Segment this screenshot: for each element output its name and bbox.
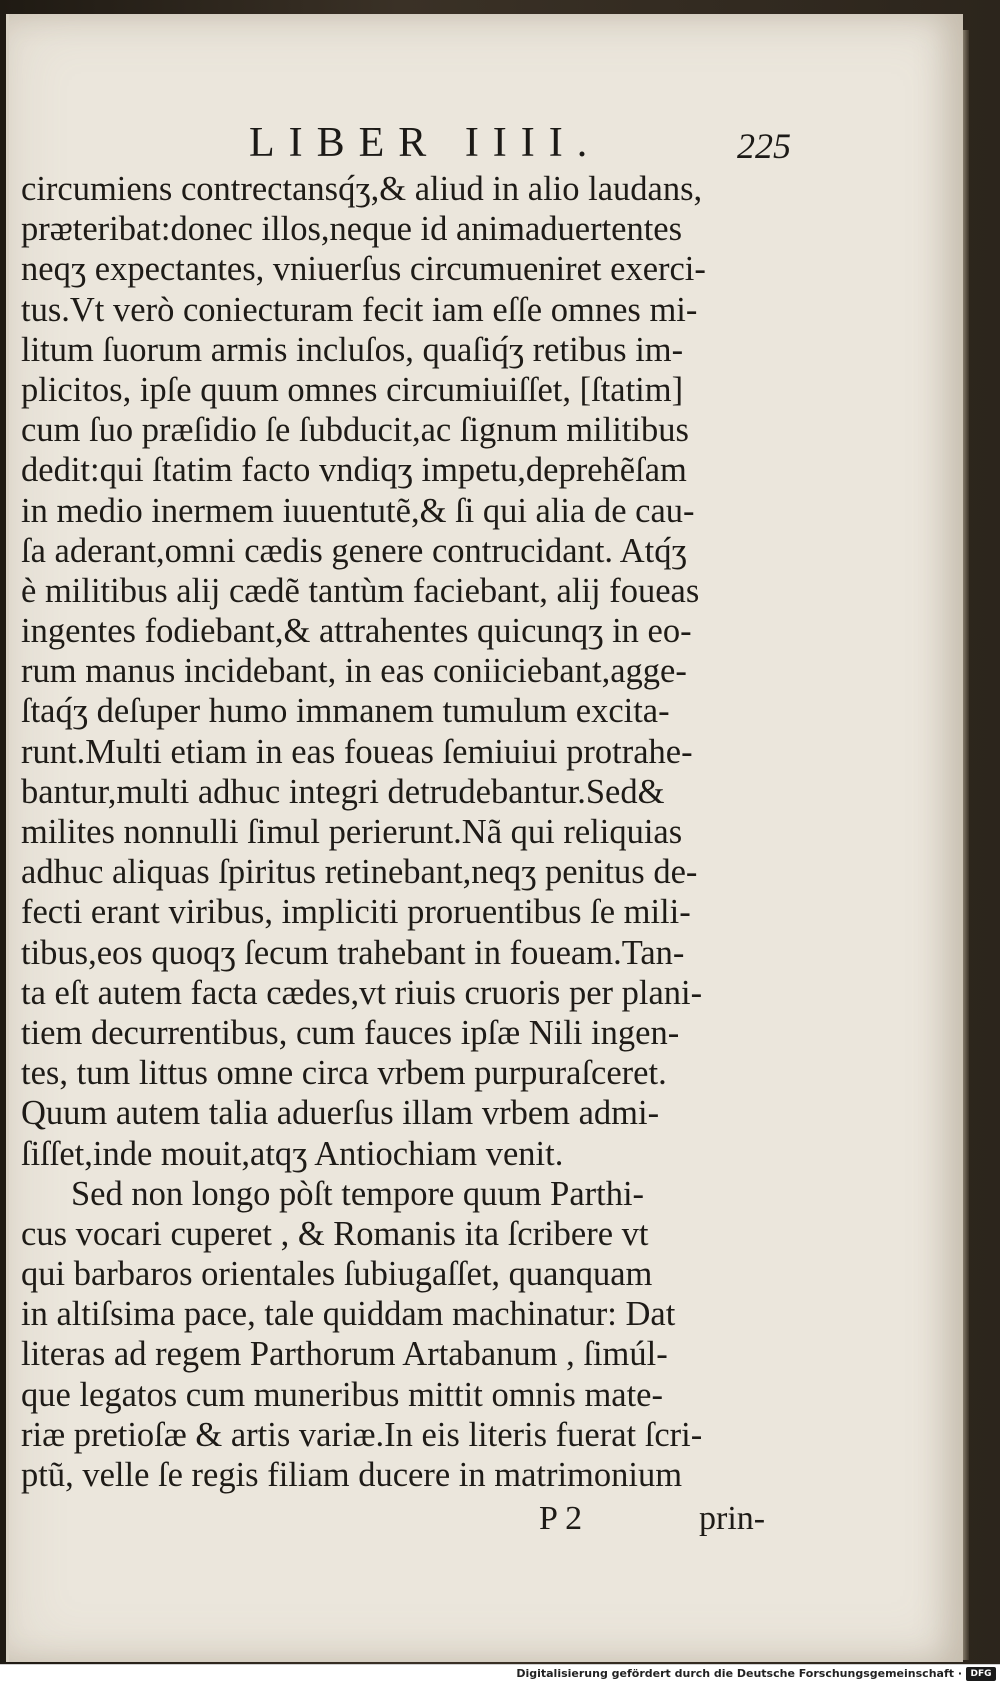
text-line: circumiens contrectansq́ʒ,& aliud in alio laudans, <box>21 170 703 208</box>
text-line: Quum autem talia aduerſus illam vrbem admi- <box>21 1094 660 1133</box>
text-line: runt.Multi etiam in eas foueas ſemiuiui protrahe- <box>21 732 693 771</box>
text-line: tus.Vt verò coniecturam fecit iam eſſe omnes mi- <box>21 290 698 329</box>
text-line: ſa aderant,omni cædis genere contrucidant. Atq́ʒ <box>21 531 687 570</box>
text-line: dedit:qui ſtatim facto vndiqʒ impetu,deprehẽſam <box>21 451 687 490</box>
paragraph-start-line: Sed non longo pòſt tempore quum Parthi- <box>71 1174 645 1213</box>
text-line: cum ſuo præſidio ſe ſubducit,ac ſignum militibus <box>21 411 689 450</box>
running-head: LIBER IIII. <box>249 120 602 166</box>
body-text <box>21 169 801 1495</box>
text-line: ſtaq́ʒ deſuper humo immanem tumulum excita- <box>21 692 670 731</box>
text-line: que legatos cum muneribus mittit omnis mate- <box>21 1375 663 1414</box>
book-page <box>6 14 963 1662</box>
page-header <box>9 119 963 169</box>
text-line: adhuc aliquas ſpiritus retinebant,neqʒ penitus de- <box>21 853 698 892</box>
text-line: in altiſsima pace, tale quiddam machinatur: Dat <box>21 1295 676 1334</box>
text-line: plicitos, ipſe quum omnes circumiuiſſet, [ſtatim] <box>21 370 684 409</box>
text-line: cus vocari cuperet , & Romanis ita ſcribere vt <box>21 1214 649 1253</box>
text-line: literas ad regem Parthorum Artabanum , ſimúl- <box>21 1335 668 1374</box>
page-number: 225 <box>737 126 791 166</box>
text-line: ingentes fodiebant,& attrahentes quicunqʒ in eo- <box>21 612 692 651</box>
text-line: neqʒ expectantes, vniuerſus circumueniret exerci- <box>21 250 706 289</box>
text-line: bantur,multi adhuc integri detrudebantur.Sed& <box>21 772 665 811</box>
text-line: ta eſt autem facta cædes,vt riuis cruoris per plani- <box>21 973 703 1012</box>
page-footer <box>9 1500 963 1544</box>
text-line: tibus,eos quoqʒ ſecum trahebant in foueam.Tan- <box>21 933 685 972</box>
text-line: milites nonnulli ſimul perierunt.Nã qui reliquias <box>21 813 683 851</box>
credit-text: Digitalisierung gefördert durch die Deutsche Forschungsgemeinschaft · <box>516 1667 962 1680</box>
text-line: tiem decurrentibus, cum fauces ipſæ Nili ingen- <box>21 1013 680 1052</box>
dfg-logo: DFG <box>966 1667 996 1681</box>
text-line: è militibus alij cædẽ tantùm faciebant, alij foueas <box>21 571 700 610</box>
text-line: ſiſſet,inde mouit,atqʒ Antiochiam venit. <box>21 1134 564 1173</box>
text-line: riæ pretioſæ & artis variæ.In eis literis fuerat ſcri- <box>21 1415 703 1454</box>
text-line: ptũ, velle ſe regis filiam ducere in matrimonium <box>21 1456 683 1494</box>
text-line: prᴂteribat:donec illos,neque id animaduertentes <box>21 210 683 249</box>
signature-mark: P 2 <box>539 1500 583 1537</box>
text-line: in medio inermem iuuentutẽ,& ſi qui alia de cau- <box>21 491 695 530</box>
catchword: prin- <box>699 1500 766 1537</box>
text-line: rum manus incidebant, in eas coniiciebant,agge- <box>21 652 687 691</box>
text-line: fecti erant viribus, impliciti proruentibus ſe mili- <box>21 893 691 932</box>
digitization-credit-bar <box>0 1664 1000 1684</box>
text-line: qui barbaros orientales ſubiugaſſet, quanquam <box>21 1255 653 1294</box>
text-line: tes, tum littus omne circa vrbem purpuraſceret. <box>21 1054 667 1093</box>
text-line: litum ſuorum armis incluſos, quaſiq́ʒ retibus im- <box>21 330 684 369</box>
